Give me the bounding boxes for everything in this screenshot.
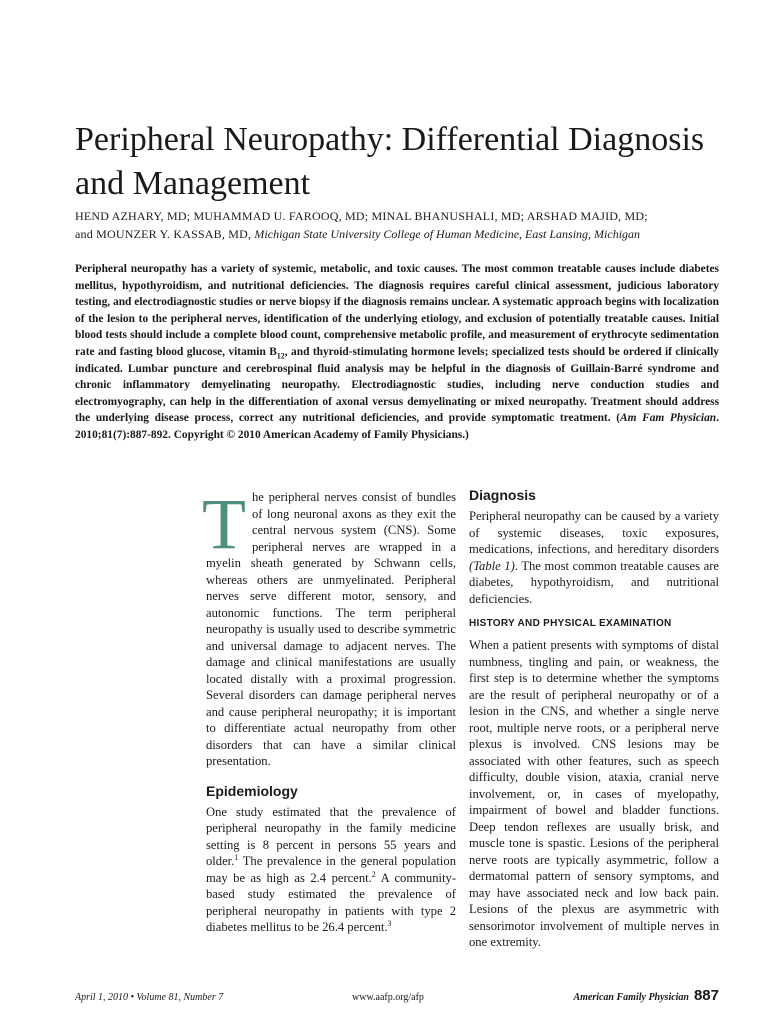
intro-text: he peripheral nerves consist of bundles of long neuronal axons as they exit the central nervous system (CNS). Some peripheral nerves are wrapped in a myelin sheath generated by Schwann cells, whereas others are unmyelinated. Peripheral nerves serve different motor, sensory, and autonomic functions. The term peripheral neuropathy is usually used to describe symmetric and universal damage to adjacent nerves. The damage and clinical manifestations are usually located distally with a proximal progression. Several disorders can damage peripheral nerves and cause peripheral neuropathy; it is important to differentiate actual neuropathy from other disorders that can have a similar clinical presentation. xyxy=(206,490,456,768)
author-list xyxy=(75,207,715,243)
table-1-reference[interactable]: (Table 1) xyxy=(469,558,515,573)
affiliation: Michigan State University College of Human Medicine, East Lansing, Michigan xyxy=(254,227,641,241)
abstract xyxy=(75,261,719,444)
history-exam-heading: HISTORY AND PHYSICAL EXAMINATION xyxy=(469,618,672,629)
diag-text-b: . The most common treatable causes are diabetes, hypothyroidism, and nutritional deficiencies. xyxy=(469,558,719,606)
page-footer xyxy=(75,989,719,1009)
drop-cap: T xyxy=(202,484,246,564)
abstract-journal: Am Fam Physician xyxy=(620,412,717,425)
epidemiology-paragraph xyxy=(206,804,456,936)
epi-text-b: The prevalence in the general population may be as high as 2.4 percent. xyxy=(206,854,456,885)
journal-name: American Family Physician xyxy=(573,992,689,1003)
author-line-2-names: and MOUNZER Y. KASSAB, MD, xyxy=(75,227,255,241)
column-left xyxy=(202,484,457,936)
author-line-2 xyxy=(75,225,715,243)
diagnosis-paragraph xyxy=(469,508,719,607)
epi-text-c: A community-based study estimated the prevalence of peripheral neuropathy in patients with type 2 diabetes mellitus to be 26.4 percent. xyxy=(206,870,457,934)
reference-3[interactable]: 3 xyxy=(387,918,392,928)
abstract-citation: . 2010;81(7):887-892. Copyright © 2010 American Academy of Family Physicians.) xyxy=(75,412,719,441)
reference-1[interactable]: 1 xyxy=(234,852,239,862)
diagnosis-heading: Diagnosis xyxy=(469,487,536,503)
reference-2[interactable]: 2 xyxy=(371,869,376,879)
journal-url[interactable]: www.aafp.org/afp xyxy=(352,992,424,1003)
article-title: Peripheral Neuropathy: Differential Diagnosis and Management xyxy=(75,121,705,202)
abstract-subscript: 12 xyxy=(276,351,285,361)
page-number: 887 xyxy=(693,987,719,1004)
history-exam-paragraph: When a patient presents with symptoms of distal numbness, tingling and pain, or weakness, the first step is to determine whether the symptoms are the result of peripheral neuropathy or of a lesion in the CNS, and whether a single nerve root, multiple nerve roots, or a peripheral nerve plexus is involved. CNS lesions may be associated with other features, such as speech difficulty, double vision, ataxia, cranial nerve involvement, or, in cases of myelopathy, impairment of bowel and bladder functions. Deep tendon reflexes are usually brisk, and muscle tone is spastic. Lesions of the peripheral nerve roots are typically asymmetric, follow a dermatomal pattern of sensory symptoms, and may have associated neck and low back pain. Lesions of the plexus are asymmetric with sensorimotor involvement of multiple nerves in one extremity. xyxy=(469,638,719,949)
abstract-text-2: , and thyroid-stimulating hormone levels; specialized tests should be ordered if clinically indicated. Lumbar puncture and cerebrospinal fluid analysis may be helpful in the diagnosis of Guillain-Barré syndrome and chronic inflammatory demyelinating neuropathy. Electrodiagnostic studies, including nerve conduction studies and electromyography, can help in the differentiation of axonal versus demyelinating or mixed neuropathy. Treatment should address the underlying disease process, correct any nutritional deficiencies, and provide symptomatic treatment. ( xyxy=(75,345,719,425)
author-line-1: HEND AZHARY, MD; MUHAMMAD U. FAROOQ, MD; MINAL BHANUSHALI, MD; ARSHAD MAJID, MD; xyxy=(75,209,648,223)
abstract-text-1: Peripheral neuropathy has a variety of systemic, metabolic, and toxic causes. The most common treatable causes include diabetes mellitus, hypothyroidism, and nutritional deficiencies. The diagnosis requires careful clinical assessment, judicious laboratory testing, and electrodiagnostic studies or nerve biopsy if the diagnosis remains unclear. A systematic approach begins with localization of the lesion to the peripheral nerves, identification of the underlying etiology, and exclusion of potentially treatable causes. Initial blood tests should include a complete blood count, comprehensive metabolic profile, and measurement of erythrocyte sedimentation rate and fasting blood glucose, vitamin B xyxy=(75,263,719,358)
diag-text-a: Peripheral neuropathy can be caused by a variety of systemic diseases, toxic exposures, medications, infections, and hereditary disorders xyxy=(469,509,719,556)
epi-text-a: One study estimated that the prevalence of peripheral neuropathy in the family medicine setting is 8 percent in persons 55 years and older. xyxy=(206,804,456,868)
epidemiology-heading: Epidemiology xyxy=(206,782,298,799)
issue-info: April 1, 2010 • Volume 81, Number 7 xyxy=(75,992,224,1003)
column-right xyxy=(469,486,719,951)
intro-paragraph xyxy=(202,484,456,770)
